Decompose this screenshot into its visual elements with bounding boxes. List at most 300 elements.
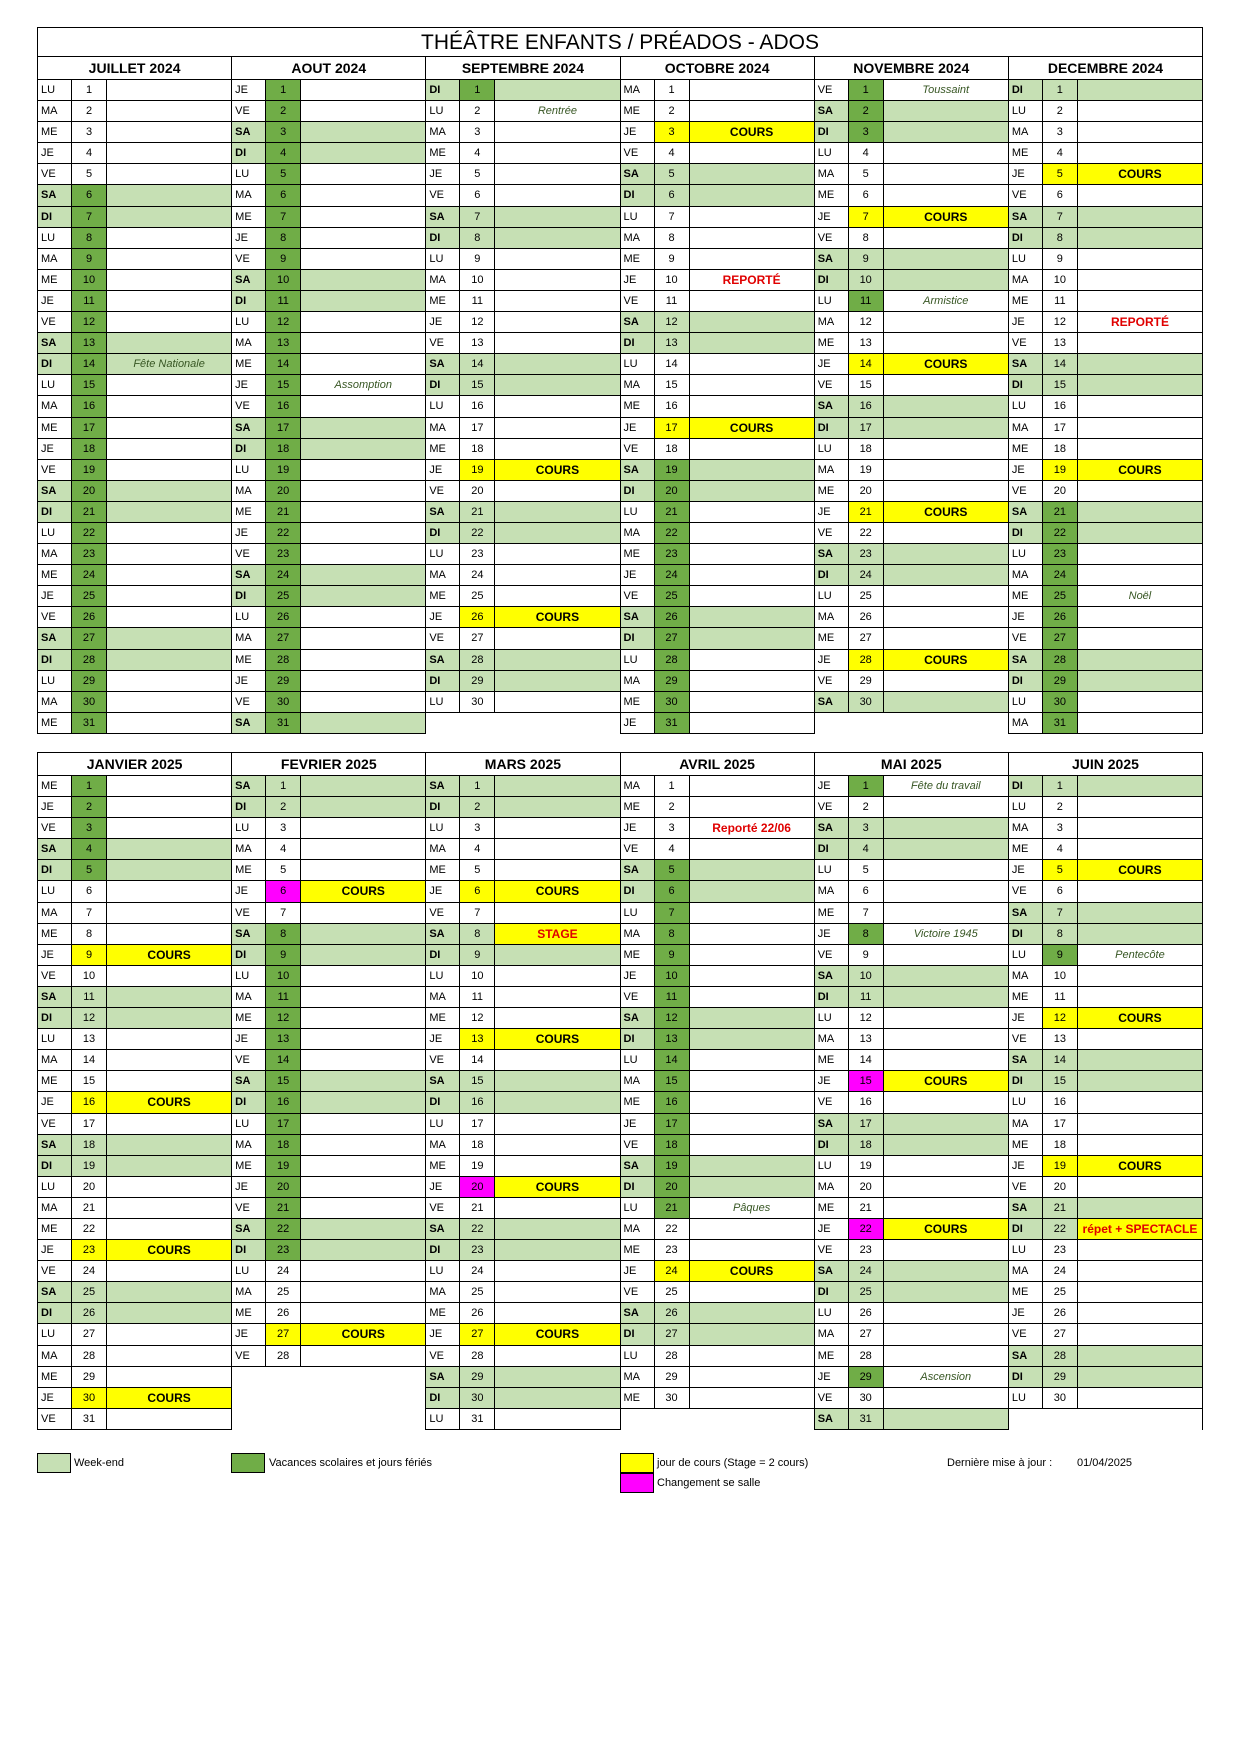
weekday-abbr: DI — [1009, 1071, 1043, 1091]
weekday-abbr: LU — [232, 1261, 266, 1281]
day-note — [495, 228, 619, 248]
weekday-abbr: LU — [38, 1177, 72, 1197]
day-number: 13 — [1043, 333, 1078, 353]
day-row — [38, 671, 231, 692]
day-number: 14 — [460, 1050, 495, 1070]
day-row — [426, 1135, 619, 1156]
day-row — [232, 270, 425, 291]
day-number: 2 — [1043, 101, 1078, 121]
weekday-abbr: DI — [232, 291, 266, 311]
day-number: 6 — [849, 881, 884, 901]
weekday-abbr: VE — [38, 312, 72, 332]
weekday-abbr: ME — [426, 860, 460, 880]
day-note — [107, 1282, 231, 1302]
weekday-abbr: MA — [815, 312, 849, 332]
weekday-abbr: SA — [621, 460, 655, 480]
legend-holidays-label: Vacances scolaires et jours fériés — [269, 1457, 433, 1469]
day-row — [621, 1029, 814, 1050]
day-row — [815, 671, 1008, 692]
day-row — [232, 354, 425, 375]
weekday-abbr: ME — [1009, 1282, 1043, 1302]
day-note — [301, 185, 425, 205]
day-row — [38, 1367, 231, 1388]
day-note: COURS — [107, 1092, 231, 1112]
weekday-abbr: ME — [38, 565, 72, 585]
day-note — [1078, 207, 1202, 227]
day-number: 20 — [1043, 481, 1078, 501]
day-note — [1078, 1240, 1202, 1260]
day-number: 24 — [1043, 1261, 1078, 1281]
day-row — [815, 354, 1008, 375]
day-number: 18 — [460, 439, 495, 459]
day-note — [301, 228, 425, 248]
day-note — [107, 650, 231, 670]
day-note: Rentrée — [537, 105, 577, 118]
day-row — [815, 924, 1008, 945]
day-number: 23 — [655, 544, 690, 564]
day-note — [301, 1071, 425, 1091]
day-note — [690, 1219, 814, 1239]
day-note — [495, 650, 619, 670]
day-row — [38, 460, 231, 481]
day-row — [426, 1029, 619, 1050]
day-note — [690, 1092, 814, 1112]
weekday-abbr: JE — [621, 966, 655, 986]
weekday-abbr: JE — [815, 502, 849, 522]
day-row — [232, 439, 425, 460]
day-note: Toussaint — [922, 84, 970, 96]
day-row — [621, 966, 814, 987]
day-row — [38, 966, 231, 987]
weekday-abbr: SA — [426, 924, 460, 944]
day-number: 4 — [849, 143, 884, 163]
day-row — [815, 1282, 1008, 1303]
day-row — [815, 143, 1008, 164]
day-row — [1009, 1177, 1202, 1198]
day-row — [232, 1240, 425, 1261]
day-row — [232, 1092, 425, 1113]
day-number: 15 — [1043, 375, 1078, 395]
day-number: 2 — [460, 101, 495, 121]
day-number: 31 — [266, 713, 301, 733]
day-row — [621, 1114, 814, 1135]
weekday-abbr: VE — [426, 628, 460, 648]
weekday-abbr: ME — [232, 1156, 266, 1176]
day-note — [1078, 396, 1202, 416]
weekday-abbr: JE — [621, 122, 655, 142]
day-row — [426, 565, 619, 586]
day-number: 10 — [72, 270, 107, 290]
day-row — [1009, 80, 1202, 101]
day-note — [884, 818, 1008, 838]
month-header: MARS 2025 — [426, 752, 619, 776]
day-number: 19 — [460, 460, 495, 480]
day-number: 7 — [72, 207, 107, 227]
weekday-abbr: ME — [232, 1008, 266, 1028]
month-header: DECEMBRE 2024 — [1009, 56, 1202, 80]
weekday-abbr: ME — [232, 1303, 266, 1323]
day-row — [1009, 628, 1202, 649]
day-row — [815, 101, 1008, 122]
day-note — [495, 1092, 619, 1112]
weekday-abbr: SA — [426, 1071, 460, 1091]
day-number: 20 — [460, 481, 495, 501]
weekday-abbr: MA — [815, 881, 849, 901]
day-row — [815, 1367, 1008, 1388]
months-row — [37, 752, 1203, 1430]
day-row — [1009, 1156, 1202, 1177]
day-row — [232, 185, 425, 206]
month-header: JUILLET 2024 — [38, 56, 231, 80]
weekday-abbr: JE — [426, 1324, 460, 1344]
day-number: 10 — [1043, 270, 1078, 290]
day-number: 18 — [849, 439, 884, 459]
day-row — [426, 439, 619, 460]
day-note: Reporté 22/06 — [712, 821, 791, 836]
day-number: 18 — [655, 439, 690, 459]
day-number: 3 — [1043, 122, 1078, 142]
weekday-abbr: VE — [38, 164, 72, 184]
day-row — [426, 692, 619, 713]
weekday-abbr: VE — [815, 945, 849, 965]
weekday-abbr: DI — [38, 207, 72, 227]
day-row — [38, 713, 231, 734]
day-row — [426, 1177, 619, 1198]
last-update-label: Dernière mise à jour : — [947, 1457, 1053, 1469]
day-note — [884, 797, 1008, 817]
day-row — [621, 881, 814, 902]
day-row — [232, 1282, 425, 1303]
day-note — [107, 418, 231, 438]
day-number: 1 — [72, 80, 107, 100]
day-number: 7 — [849, 903, 884, 923]
weekday-abbr: ME — [621, 1240, 655, 1260]
day-note — [1078, 966, 1202, 986]
weekday-abbr: LU — [621, 1346, 655, 1366]
day-note — [301, 481, 425, 501]
day-row — [38, 1346, 231, 1367]
day-row — [426, 312, 619, 333]
day-row — [232, 797, 425, 818]
day-number: 25 — [655, 1282, 690, 1302]
weekday-abbr: JE — [1009, 312, 1043, 332]
day-row — [815, 945, 1008, 966]
day-row — [426, 1409, 619, 1430]
day-number: 25 — [849, 586, 884, 606]
day-note — [301, 1219, 425, 1239]
weekday-abbr: JE — [232, 881, 266, 901]
day-note — [1078, 185, 1202, 205]
day-number: 11 — [849, 987, 884, 1007]
day-row — [621, 924, 814, 945]
day-note — [1078, 122, 1202, 142]
day-note — [1078, 502, 1202, 522]
weekday-abbr: DI — [38, 650, 72, 670]
day-row — [38, 924, 231, 945]
day-number: 9 — [655, 945, 690, 965]
day-row — [426, 80, 619, 101]
day-note — [690, 945, 814, 965]
day-note — [1078, 1388, 1202, 1408]
day-note — [690, 1029, 814, 1049]
weekday-abbr: MA — [38, 1346, 72, 1366]
month-column — [814, 752, 1008, 1430]
day-number: 15 — [460, 1071, 495, 1091]
day-number: 15 — [655, 1071, 690, 1091]
weekday-abbr: ME — [621, 797, 655, 817]
month-column — [425, 752, 619, 1430]
day-number: 5 — [849, 164, 884, 184]
weekday-abbr: VE — [232, 544, 266, 564]
day-number: 3 — [655, 818, 690, 838]
weekday-abbr: LU — [815, 143, 849, 163]
day-number: 14 — [266, 1050, 301, 1070]
day-row — [1009, 1261, 1202, 1282]
day-note — [690, 481, 814, 501]
day-row — [1009, 881, 1202, 902]
month-column — [620, 56, 814, 734]
weekday-abbr: SA — [621, 312, 655, 332]
day-row — [815, 1303, 1008, 1324]
day-number: 16 — [72, 396, 107, 416]
day-number: 6 — [655, 881, 690, 901]
weekday-abbr: DI — [38, 1008, 72, 1028]
day-row — [621, 945, 814, 966]
day-number: 29 — [849, 671, 884, 691]
day-note: COURS — [1078, 1156, 1202, 1176]
day-number: 21 — [266, 502, 301, 522]
weekday-abbr: MA — [38, 903, 72, 923]
weekday-abbr: ME — [38, 924, 72, 944]
weekday-abbr: JE — [1009, 607, 1043, 627]
day-row — [815, 460, 1008, 481]
weekday-abbr: LU — [38, 1324, 72, 1344]
day-note — [107, 228, 231, 248]
day-number: 6 — [460, 185, 495, 205]
day-note — [107, 1198, 231, 1218]
weekday-abbr: SA — [232, 776, 266, 796]
weekday-abbr: ME — [815, 481, 849, 501]
day-note — [1078, 418, 1202, 438]
day-row — [232, 1050, 425, 1071]
day-note — [690, 987, 814, 1007]
day-note: COURS — [690, 122, 814, 142]
weekday-abbr: SA — [232, 565, 266, 585]
day-note — [107, 839, 231, 859]
day-number: 10 — [72, 966, 107, 986]
day-number: 18 — [655, 1135, 690, 1155]
day-number: 28 — [460, 1346, 495, 1366]
weekday-abbr: VE — [621, 586, 655, 606]
day-note — [690, 1050, 814, 1070]
day-row — [426, 207, 619, 228]
weekday-abbr: LU — [38, 671, 72, 691]
weekday-abbr: VE — [38, 1409, 72, 1429]
month-header: SEPTEMBRE 2024 — [426, 56, 619, 80]
day-note — [690, 1177, 814, 1197]
weekday-abbr: LU — [232, 164, 266, 184]
day-number: 24 — [655, 565, 690, 585]
day-note — [107, 607, 231, 627]
day-row — [38, 1156, 231, 1177]
day-note: COURS — [301, 881, 425, 901]
weekday-abbr: ME — [426, 1156, 460, 1176]
weekday-abbr: JE — [1009, 1008, 1043, 1028]
day-number: 16 — [72, 1092, 107, 1112]
day-number: 20 — [849, 481, 884, 501]
weekday-abbr: JE — [1009, 460, 1043, 480]
day-row — [815, 966, 1008, 987]
day-number: 1 — [266, 776, 301, 796]
day-row — [38, 1409, 231, 1430]
day-row — [426, 228, 619, 249]
day-note — [1078, 1114, 1202, 1134]
day-number: 13 — [460, 333, 495, 353]
day-number: 8 — [72, 924, 107, 944]
weekday-abbr: DI — [232, 945, 266, 965]
weekday-abbr: LU — [38, 80, 72, 100]
day-row — [232, 333, 425, 354]
weekday-abbr: MA — [426, 839, 460, 859]
day-number: 16 — [1043, 396, 1078, 416]
day-number: 18 — [72, 439, 107, 459]
weekday-abbr: VE — [232, 249, 266, 269]
day-number: 26 — [72, 1303, 107, 1323]
weekday-abbr: SA — [232, 418, 266, 438]
weekday-abbr: SA — [815, 249, 849, 269]
day-row — [426, 903, 619, 924]
day-row — [621, 1324, 814, 1345]
day-note — [690, 671, 814, 691]
weekday-abbr: SA — [621, 1303, 655, 1323]
day-number: 2 — [849, 797, 884, 817]
weekday-abbr: MA — [815, 1177, 849, 1197]
day-row — [1009, 1029, 1202, 1050]
day-note: COURS — [107, 1240, 231, 1260]
weekday-abbr: JE — [232, 1177, 266, 1197]
weekday-abbr: MA — [1009, 1261, 1043, 1281]
day-note: COURS — [107, 945, 231, 965]
day-row — [815, 418, 1008, 439]
weekday-abbr: VE — [426, 1050, 460, 1070]
day-number: 13 — [72, 333, 107, 353]
weekday-abbr: VE — [232, 903, 266, 923]
day-row — [426, 523, 619, 544]
day-number: 9 — [849, 945, 884, 965]
day-note — [690, 628, 814, 648]
day-number: 16 — [1043, 1092, 1078, 1112]
weekday-abbr: VE — [232, 396, 266, 416]
day-number: 29 — [1043, 671, 1078, 691]
day-number: 16 — [460, 1092, 495, 1112]
day-number: 21 — [266, 1198, 301, 1218]
weekday-abbr: ME — [426, 291, 460, 311]
day-note — [495, 1219, 619, 1239]
weekday-abbr: ME — [1009, 586, 1043, 606]
day-note — [884, 987, 1008, 1007]
day-note — [1078, 713, 1202, 733]
day-row — [1009, 797, 1202, 818]
weekday-abbr: VE — [232, 1050, 266, 1070]
day-row — [232, 1029, 425, 1050]
day-row — [232, 143, 425, 164]
day-row — [815, 1135, 1008, 1156]
weekday-abbr: MA — [621, 228, 655, 248]
day-row — [232, 228, 425, 249]
day-note — [495, 249, 619, 269]
day-row — [621, 650, 814, 671]
day-number: 6 — [460, 881, 495, 901]
day-note — [107, 502, 231, 522]
day-row — [38, 1135, 231, 1156]
weekday-abbr: VE — [1009, 1177, 1043, 1197]
month-column — [231, 56, 425, 734]
weekday-abbr: VE — [426, 903, 460, 923]
weekday-abbr: VE — [38, 966, 72, 986]
day-note — [495, 797, 619, 817]
day-number: 15 — [72, 1071, 107, 1091]
day-note: Fête Nationale — [133, 358, 205, 371]
day-row — [38, 1008, 231, 1029]
day-row — [815, 607, 1008, 628]
weekday-abbr: ME — [621, 544, 655, 564]
day-note — [495, 1008, 619, 1028]
day-row — [232, 945, 425, 966]
day-note — [495, 966, 619, 986]
day-note — [884, 839, 1008, 859]
day-row — [1009, 860, 1202, 881]
day-row — [426, 818, 619, 839]
weekday-abbr: SA — [38, 628, 72, 648]
weekday-abbr: DI — [38, 354, 72, 374]
day-note — [884, 101, 1008, 121]
day-number: 15 — [849, 1071, 884, 1091]
day-note — [107, 80, 231, 100]
day-number: 7 — [460, 903, 495, 923]
day-number: 24 — [849, 565, 884, 585]
day-note — [690, 143, 814, 163]
weekday-abbr: LU — [426, 544, 460, 564]
day-note: Victoire 1945 — [913, 927, 978, 940]
day-note — [1078, 1092, 1202, 1112]
weekday-abbr: VE — [1009, 881, 1043, 901]
weekday-abbr: JE — [232, 80, 266, 100]
day-number: 23 — [849, 544, 884, 564]
weekday-abbr: JE — [1009, 1303, 1043, 1323]
weekday-abbr: LU — [38, 1029, 72, 1049]
day-note — [495, 903, 619, 923]
day-number: 13 — [72, 1029, 107, 1049]
day-note — [107, 692, 231, 712]
weekday-abbr: SA — [38, 839, 72, 859]
weekday-abbr: LU — [426, 1409, 460, 1429]
day-note — [690, 713, 814, 733]
day-row — [38, 1324, 231, 1345]
day-number: 16 — [655, 396, 690, 416]
weekday-abbr: DI — [621, 333, 655, 353]
day-number: 27 — [849, 628, 884, 648]
day-number: 28 — [266, 1346, 301, 1366]
day-note — [690, 396, 814, 416]
day-row — [38, 987, 231, 1008]
day-row — [232, 692, 425, 713]
day-number: 21 — [1043, 1198, 1078, 1218]
day-row — [1009, 966, 1202, 987]
day-row — [232, 713, 425, 734]
day-row — [1009, 1346, 1202, 1367]
day-number: 22 — [655, 523, 690, 543]
day-note — [107, 1324, 231, 1344]
